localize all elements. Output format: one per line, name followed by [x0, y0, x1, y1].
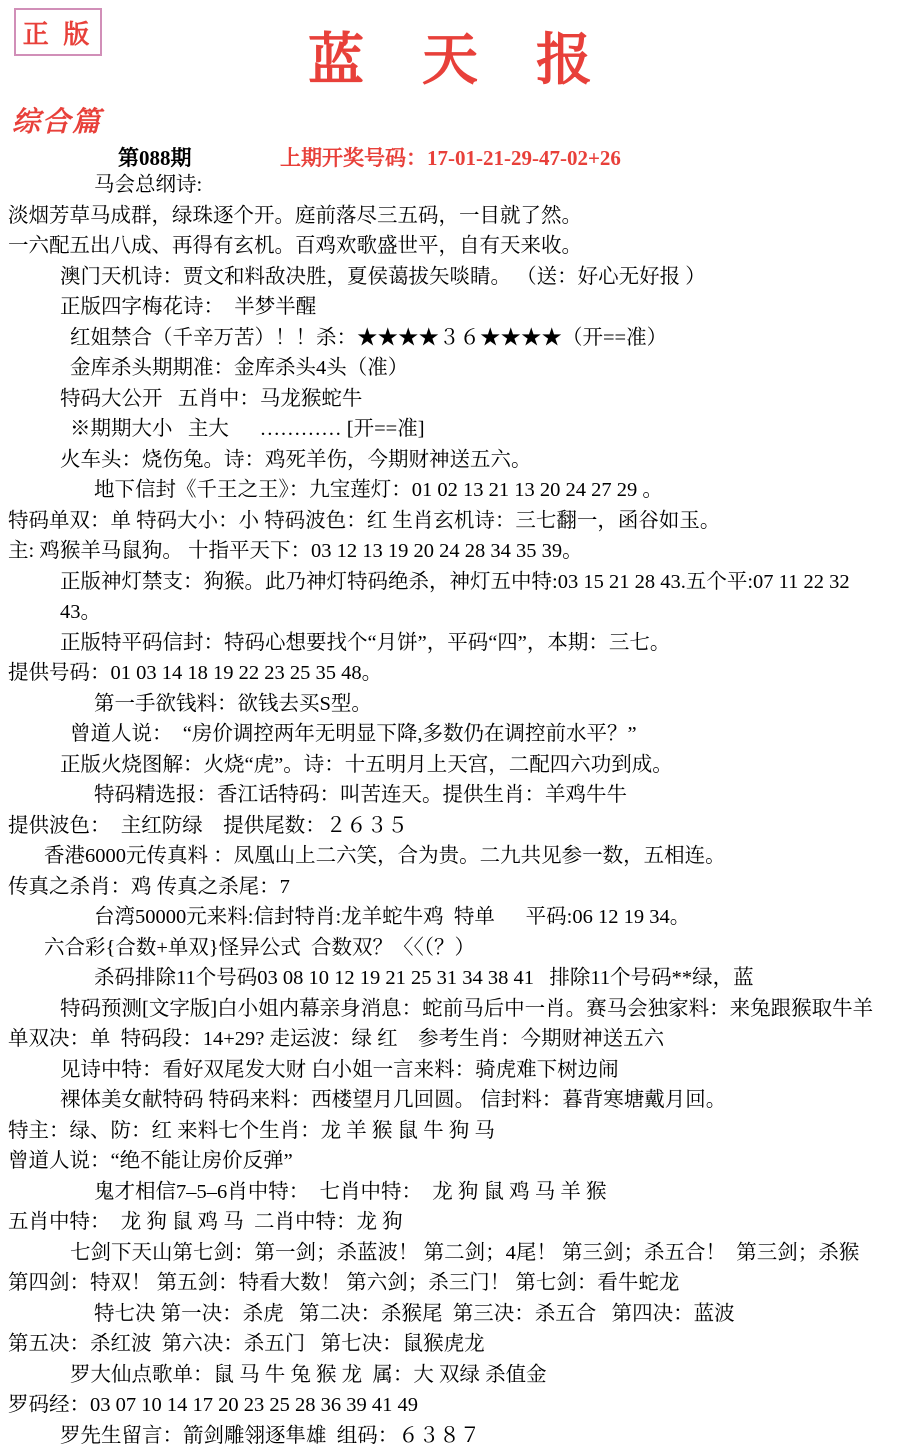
article-line: 红姐禁合（千辛万苦）！！杀：★★★★３６★★★★（开==准） [8, 323, 892, 354]
article-line: 罗码经：03 07 10 14 17 20 23 25 28 36 39 41 49 [8, 1390, 892, 1421]
article-line: 台湾50000元来料:信封特肖:龙羊蛇牛鸡 特单 平码:06 12 19 34。 [8, 902, 892, 933]
section-title: 综合篇 [12, 100, 102, 140]
article-line: 主: 鸡猴羊马鼠狗。 十指平天下：03 12 13 19 20 24 28 34 35 39。 [8, 536, 892, 567]
issue-number: 第088期 [118, 142, 192, 172]
article-line: 香港6000元传真料 ：凤凰山上二六笑，合为贵。二九共见参一数，五相连。 [8, 841, 892, 872]
article-line: 裸体美女献特码 特码来料：西楼望月几回圆。 信封料：暮背寒塘戴月回。 [8, 1085, 892, 1116]
article-line: 七剑下天山第七剑：第一剑；杀蓝波！ 第二剑；4尾！ 第三剑；杀五合！ 第三剑；杀猴 [8, 1238, 892, 1269]
article-line: 单双决：单 特码段：14+29? 走运波：绿 红 参考生肖：今期财神送五六 [8, 1024, 892, 1055]
page-title: 蓝 天 报 [0, 16, 900, 96]
article-line: 杀码排除11个号码03 08 10 12 19 21 25 31 34 38 41 排除11个号码**绿，蓝 [8, 963, 892, 994]
article-line: 鬼才相信7–5–6肖中特： 七肖中特： 龙 狗 鼠 鸡 马 羊 猴 [8, 1177, 892, 1208]
article-line: ※期期大小 主大 ………… [开==准] [8, 414, 892, 445]
article-line: 提供波色： 主红防绿 提供尾数：２６３５ [8, 811, 892, 842]
article-line: 六合彩{合数+单双}怪异公式 合数双？〈〈（？） [8, 933, 892, 964]
article-line: 火车头：烧伤兔。诗：鸡死羊伤，今期财神送五六。 [8, 445, 892, 476]
article-line: 特码精选报：香江话特码：叫苦连天。提供生肖：羊鸡牛牛 [8, 780, 892, 811]
article-line: 提供号码：01 03 14 18 19 22 23 25 35 48。 [8, 658, 892, 689]
article-line: 罗先生留言：箭剑雕翎逐隼雄 组码：６３８７ [8, 1421, 892, 1451]
article-line: 五肖中特： 龙 狗 鼠 鸡 马 二肖中特：龙 狗 [8, 1207, 892, 1238]
article-line: 马会总纲诗: [8, 170, 892, 201]
article-line: 金库杀头期期准：金库杀头4头（准） [8, 353, 892, 384]
article-line: 传真之杀肖：鸡 传真之杀尾：7 [8, 872, 892, 903]
article-line: 澳门天机诗：贾文和料敌决胜，夏侯蔼拔矢啖睛。 （送：好心无好报 ） [8, 262, 892, 293]
article-line: 地下信封《千王之王》：九宝莲灯：01 02 13 21 13 20 24 27 29 。 [8, 475, 892, 506]
authentic-badge-label: 正 版 [23, 14, 94, 51]
article-line: 特主：绿、防：红 来料七个生肖：龙 羊 猴 鼠 牛 狗 马 [8, 1116, 892, 1147]
article-line: 罗大仙点歌单：鼠 马 牛 兔 猴 龙 属：大 双绿 杀值金 [8, 1360, 892, 1391]
article-line: 特码预测[文字版]白小姐内幕亲身消息：蛇前马后中一肖。赛马会独家料：来兔跟猴取牛羊 [8, 994, 892, 1025]
article-line: 特码单双：单 特码大小：小 特码波色：红 生肖玄机诗：三七翻一，函谷如玉。 [8, 506, 892, 537]
article-line: 曾道人说： “房价调控两年无明显下降,多数仍在调控前水平？” [8, 719, 892, 750]
article-line: 见诗中特：看好双尾发大财 白小姐一言来料：骑虎难下树边闹 [8, 1055, 892, 1086]
article-line: 一六配五出八成、再得有玄机。百鸡欢歌盛世平，自有天来收。 [8, 231, 892, 262]
article-line: 第五决：杀红波 第六决：杀五门 第七决：鼠猴虎龙 [8, 1329, 892, 1360]
article-body [0, 170, 900, 1451]
article-line: 正版四字梅花诗： 半梦半醒 [8, 292, 892, 323]
last-draw-numbers: 17-01-21-29-47-02+26 [427, 146, 621, 170]
article-line: 正版火烧图解：火烧“虎”。诗：十五明月上天宫，二配四六功到成。 [8, 750, 892, 781]
article-line: 曾道人说：“绝不能让房价反弹” [8, 1146, 892, 1177]
article-line: 第一手欲钱料：欲钱去买S型。 [8, 689, 892, 720]
last-draw-label: 上期开奖号码： [280, 146, 427, 170]
article-line: 淡烟芳草马成群，绿珠逐个开。庭前落尽三五码，一目就了然。 [8, 201, 892, 232]
article-line: 第四剑：特双！ 第五剑：特看大数！ 第六剑；杀三门！ 第七剑：看牛蛇龙 [8, 1268, 892, 1299]
article-line: 特七决 第一决：杀虎 第二决：杀猴尾 第三决：杀五合 第四决：蓝波 [8, 1299, 892, 1330]
article-line: 特码大公开 五肖中：马龙猴蛇牛 [8, 384, 892, 415]
article-line: 正版特平码信封：特码心想要找个“月饼”，平码“四”，本期：三七。 [8, 628, 892, 659]
article-line: 正版神灯禁支：狗猴。此乃神灯特码绝杀，神灯五中特:03 15 21 28 43.五个平:07 11 22 32 43。 [8, 567, 892, 628]
last-draw-result [280, 142, 621, 172]
